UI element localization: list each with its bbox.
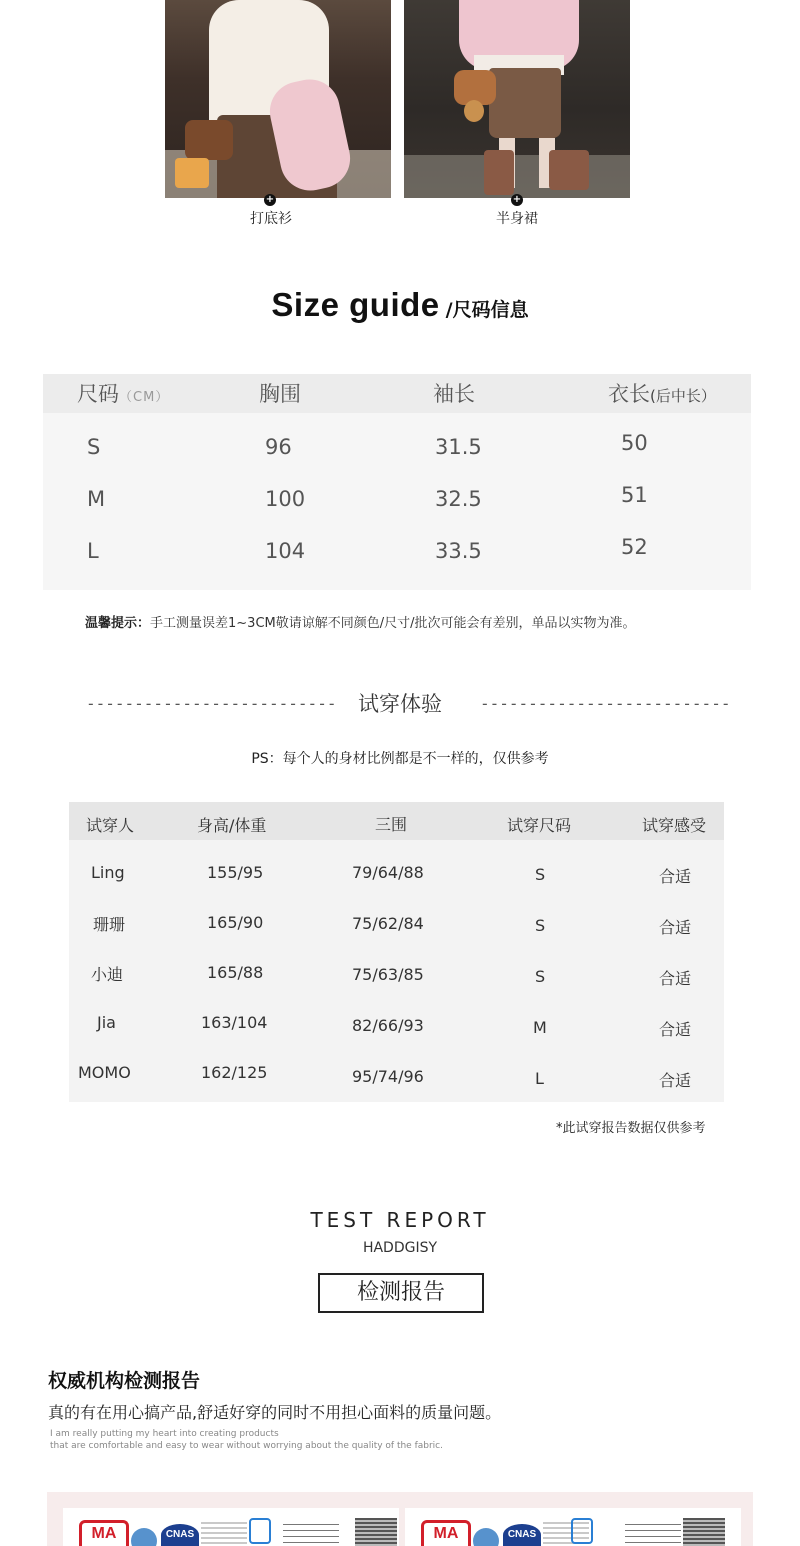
authority-english-line: that are comfortable and easy to wear without worrying about the quality of the fabric. xyxy=(50,1441,443,1451)
person-cell: Jia xyxy=(97,1013,116,1032)
badge-icon xyxy=(249,1518,271,1544)
cnas-logo-icon: CNAS xyxy=(503,1524,541,1546)
size-cell: L xyxy=(535,1069,544,1088)
plus-icon[interactable]: + xyxy=(512,194,522,205)
ma-logo-icon: MA xyxy=(421,1520,471,1546)
chest-cell: 96 xyxy=(265,435,292,459)
size-header: 试穿尺码 xyxy=(507,816,572,835)
measurements-cell: 82/66/93 xyxy=(352,1016,424,1035)
length-cell: 50 xyxy=(621,431,648,455)
person-cell: Ling xyxy=(91,863,125,882)
cnas-logo-icon: CNAS xyxy=(161,1524,199,1546)
length-cell: 51 xyxy=(621,483,648,507)
try-on-note: *此试穿报告数据仅供参考 xyxy=(556,1121,706,1136)
report-images xyxy=(47,1492,753,1546)
feel-cell: 合适 xyxy=(659,867,692,886)
height-weight-cell: 162/125 xyxy=(201,1063,268,1082)
length-header: 衣长(后中长） xyxy=(608,382,716,406)
size-cell: S xyxy=(535,916,546,935)
size-cell: S xyxy=(535,967,546,986)
feel-cell: 合适 xyxy=(659,1020,692,1039)
test-report-button[interactable]: 检测报告 xyxy=(318,1273,484,1313)
sleeve-cell: 33.5 xyxy=(435,539,482,563)
height-weight-cell: 165/90 xyxy=(207,913,264,932)
try-on-ps: PS：每个人的身材比例都是不一样的，仅供参考 xyxy=(251,751,549,767)
try-on-title: 试穿体验 xyxy=(358,692,442,716)
chest-cell: 104 xyxy=(265,539,306,563)
report-text xyxy=(625,1524,681,1546)
brand-name: HADDGISY xyxy=(362,1240,438,1256)
length-cell: 52 xyxy=(621,535,648,559)
feel-cell: 合适 xyxy=(659,918,692,937)
barcode-icon xyxy=(683,1518,725,1546)
size-cell: L xyxy=(87,539,99,563)
measurements-header: 三围 xyxy=(375,815,408,834)
chest-header: 胸围 xyxy=(259,382,301,406)
feel-header: 试穿感受 xyxy=(642,816,707,835)
product-photo-skirt[interactable] xyxy=(404,0,630,198)
measurement-tip: 温馨提示：手工测量误差1~3CM敬请谅解不同颜色/尺寸/批次可能会有差别，单品以实物为准。 xyxy=(85,616,636,631)
sleeve-cell: 31.5 xyxy=(435,435,482,459)
ilac-logo-icon xyxy=(473,1528,499,1546)
person-cell: 小迪 xyxy=(91,965,124,984)
feel-cell: 合适 xyxy=(659,1071,692,1090)
divider-right: -------------------------- xyxy=(480,694,731,713)
measurements-cell: 75/62/84 xyxy=(352,914,424,933)
person-cell: MOMO xyxy=(78,1063,131,1082)
report-card[interactable] xyxy=(405,1508,741,1546)
person-header: 试穿人 xyxy=(86,816,135,835)
measurements-cell: 95/74/96 xyxy=(352,1067,424,1086)
sleeve-header: 袖长 xyxy=(433,382,475,406)
sleeve-cell: 32.5 xyxy=(435,487,482,511)
size-guide-subtitle: /尺码信息 xyxy=(445,299,529,321)
chest-cell: 100 xyxy=(265,487,306,511)
product-photo-base-top[interactable] xyxy=(165,0,391,198)
authority-description: 真的有在用心搞产品,舒适好穿的同时不用担心面料的质量问题。 xyxy=(48,1403,502,1422)
person-cell: 珊珊 xyxy=(93,915,126,934)
report-card[interactable] xyxy=(63,1508,399,1546)
authority-english-line: I am really putting my heart into creating products xyxy=(50,1429,279,1439)
try-on-table xyxy=(69,802,724,1102)
size-table xyxy=(43,374,751,590)
fine-print xyxy=(201,1522,247,1546)
authority-title: 权威机构检测报告 xyxy=(48,1370,201,1392)
height-weight-cell: 163/104 xyxy=(201,1013,268,1032)
measurements-cell: 79/64/88 xyxy=(352,863,424,882)
barcode-icon xyxy=(355,1518,397,1546)
size-guide-title xyxy=(0,286,800,324)
measurements-cell: 75/63/85 xyxy=(352,965,424,984)
size-cell: S xyxy=(87,435,101,459)
height-weight-cell: 155/95 xyxy=(207,863,264,882)
size-guide-heading: Size guide xyxy=(271,286,440,323)
product-label: 打底衫 xyxy=(250,211,292,227)
divider-left: -------------------------- xyxy=(86,694,337,713)
ma-logo-icon: MA xyxy=(79,1520,129,1546)
badge-icon xyxy=(571,1518,593,1544)
feel-cell: 合适 xyxy=(659,969,692,988)
plus-icon[interactable]: + xyxy=(265,194,275,205)
height-weight-header: 身高/体重 xyxy=(197,816,267,835)
size-cell: M xyxy=(533,1018,547,1037)
product-label: 半身裙 xyxy=(496,211,538,227)
size-cell: S xyxy=(535,865,546,884)
height-weight-cell: 165/88 xyxy=(207,963,264,982)
size-cell: M xyxy=(87,487,106,511)
report-text xyxy=(283,1524,339,1546)
test-report-title: TEST REPORT xyxy=(310,1208,490,1232)
size-header: 尺码（CM） xyxy=(77,382,170,406)
ilac-logo-icon xyxy=(131,1528,157,1546)
